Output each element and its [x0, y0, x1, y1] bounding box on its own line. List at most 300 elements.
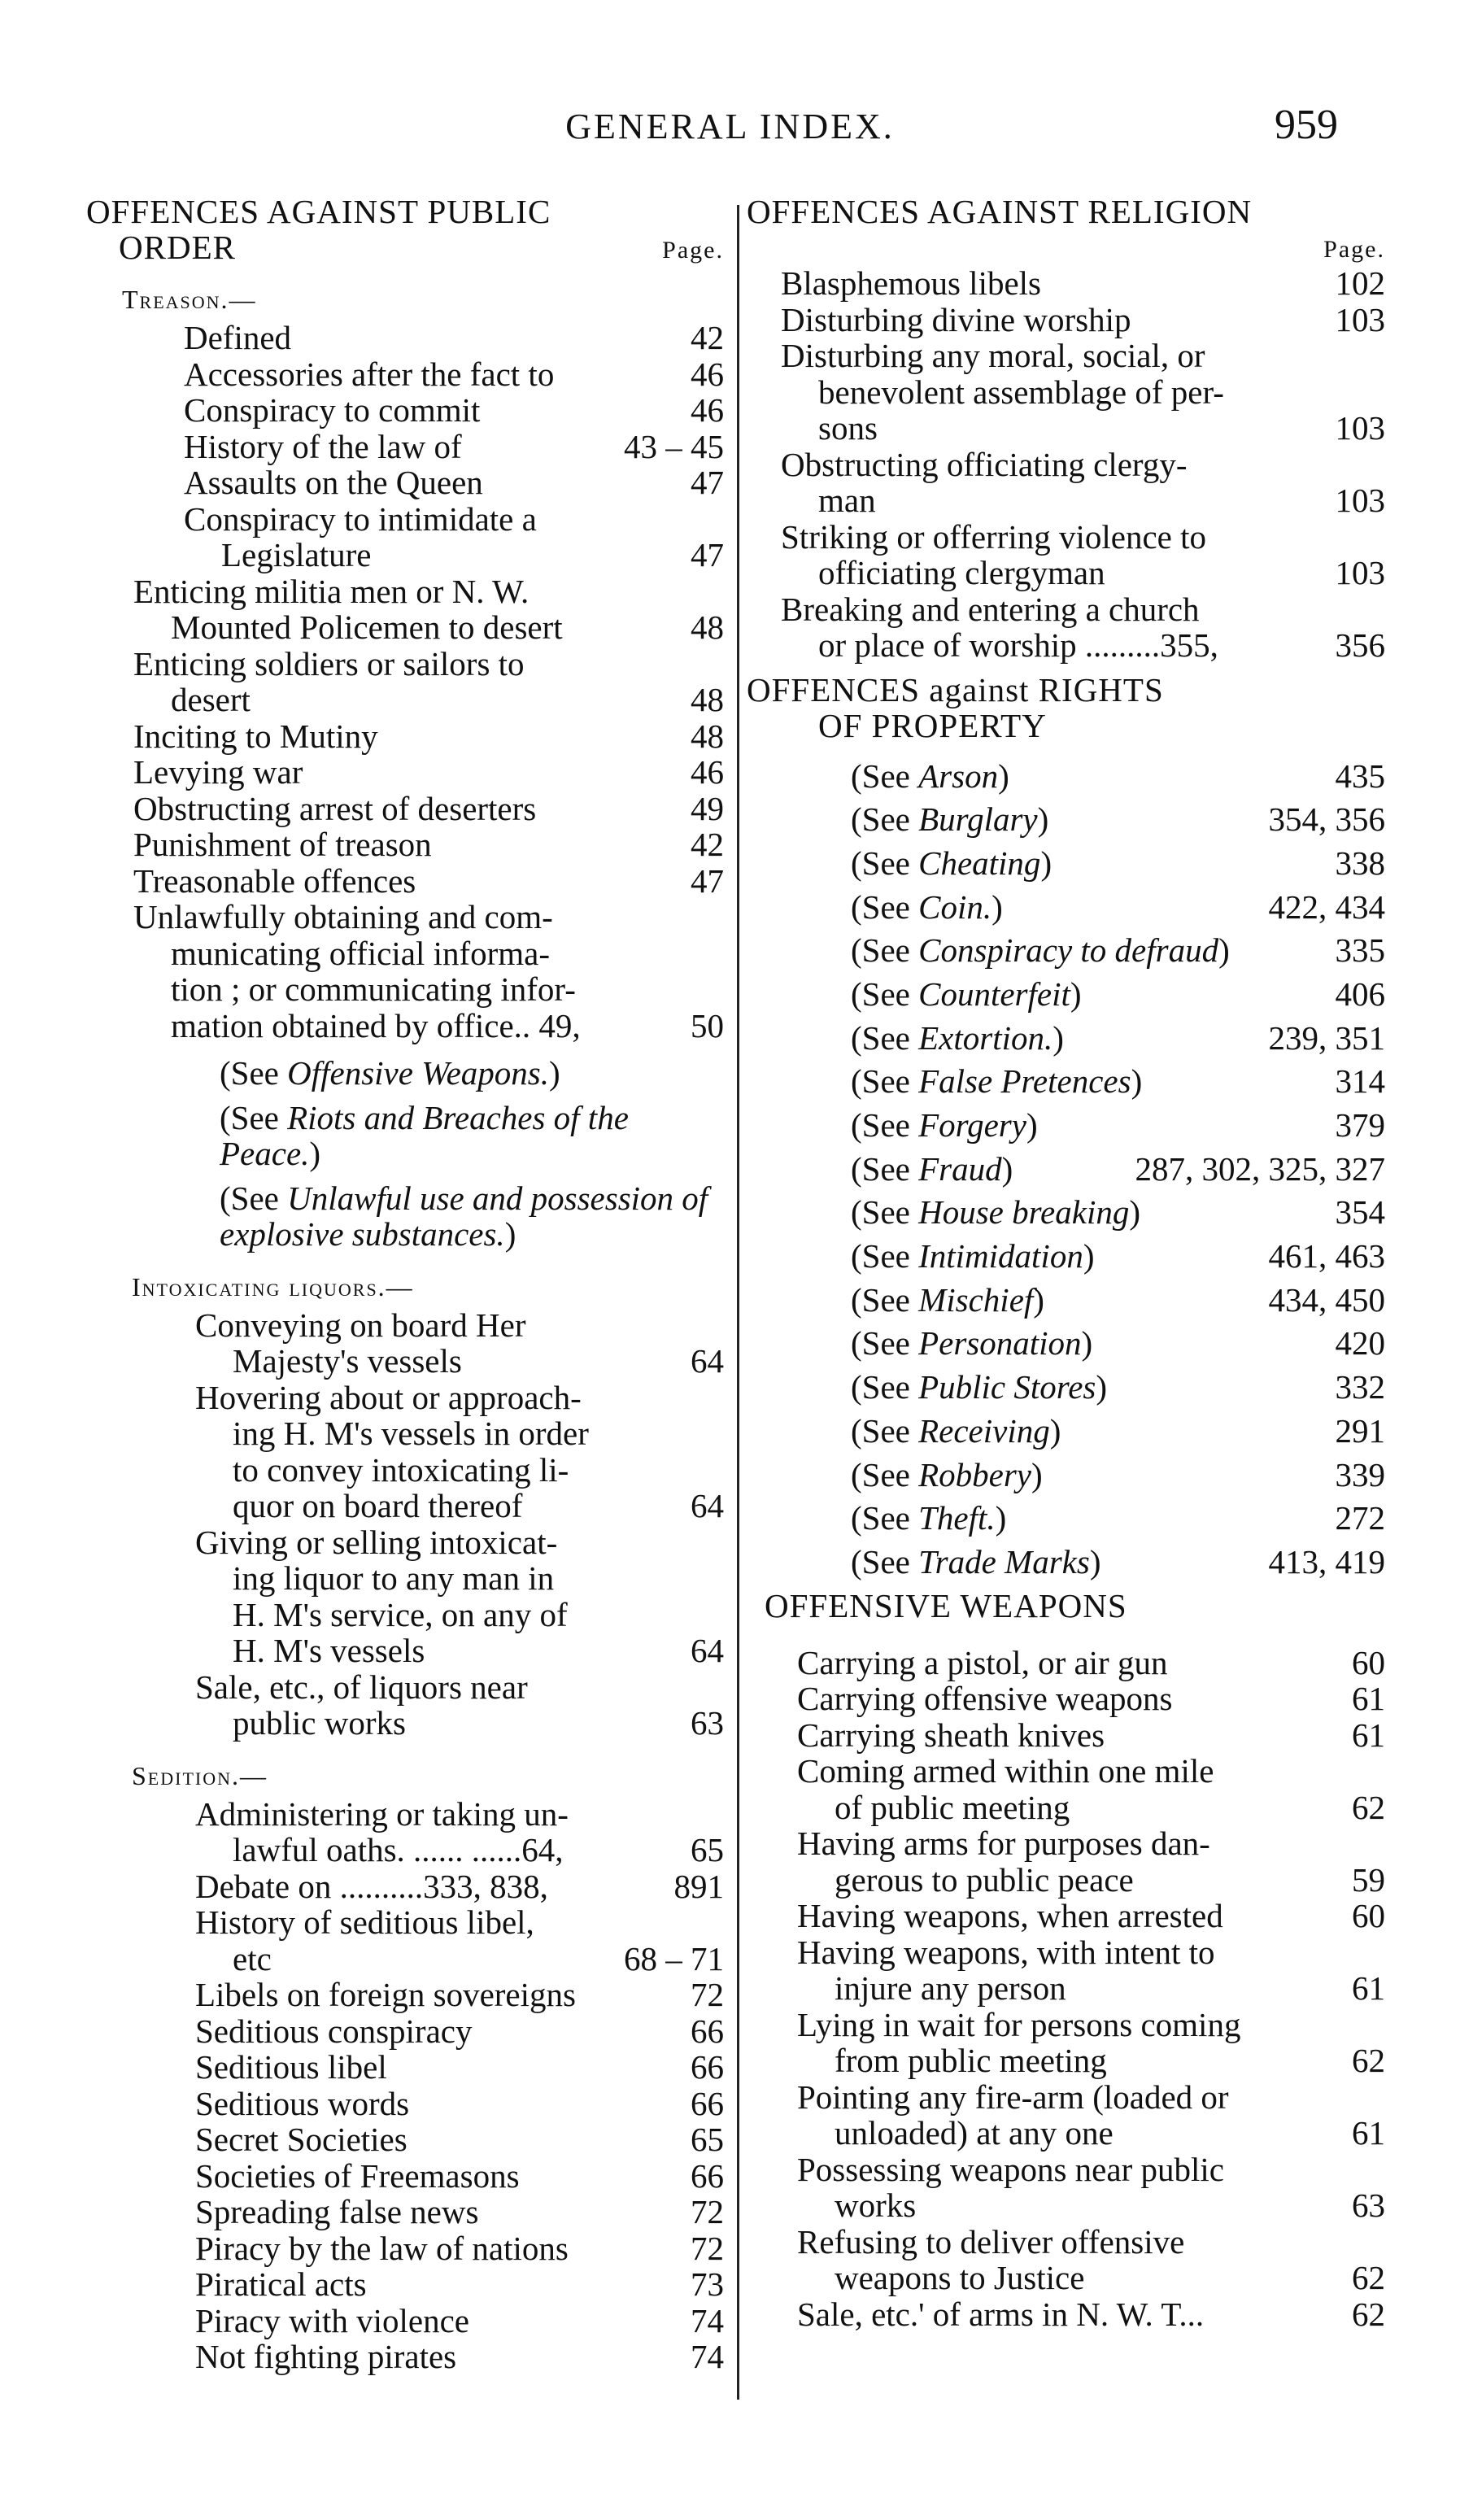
property-see-entry: [851, 1151, 1385, 1188]
see-target: House breaking: [918, 1193, 1130, 1232]
index-entry: [86, 1524, 724, 1669]
entry-page-ref: 42: [686, 320, 724, 356]
entry-page-ref: 66: [686, 2086, 724, 2122]
entry-page-ref: 65: [686, 1832, 724, 1868]
see-prefix: (See: [851, 756, 919, 795]
entry-page-ref: 68 – 71: [619, 1941, 724, 1977]
see-reference: [86, 1100, 724, 1172]
entry-page-ref: 406: [1331, 976, 1386, 1013]
index-entry: [781, 447, 1385, 519]
see-suffix: ): [548, 1054, 560, 1092]
see-prefix: (See: [851, 1149, 919, 1188]
entry-page-ref: 63: [686, 1705, 724, 1742]
index-entry: [86, 1669, 724, 1742]
index-entry: [797, 2224, 1385, 2296]
entry-page-ref: 332: [1331, 1369, 1386, 1406]
see-suffix: ): [1096, 1368, 1108, 1406]
index-entry: [86, 1307, 724, 1380]
entry-page-ref: 287, 302, 325, 327: [1131, 1151, 1386, 1188]
entry-text: Hovering about or approach-: [195, 1378, 582, 1416]
property-see-entry: [851, 1413, 1385, 1450]
property-list: [747, 758, 1385, 1580]
see-prefix: (See: [851, 1106, 919, 1144]
entry-page-ref: 63: [1347, 2187, 1385, 2224]
entry-text: lawful oaths. ...... ......64,: [233, 1831, 564, 1868]
entry-page-ref: 64: [686, 1343, 724, 1380]
entry-page-ref: 61: [1347, 1717, 1385, 1754]
index-entry: [86, 2303, 724, 2339]
entry-page-ref: 61: [1347, 1970, 1385, 2007]
entry-page-ref: 356: [1331, 627, 1386, 664]
entry-text: public works: [233, 1704, 406, 1742]
entry-page-ref: 72: [686, 2194, 724, 2230]
entry-page-ref: 103: [1331, 555, 1386, 591]
property-heading-line2: OF PROPERTY: [818, 706, 1047, 744]
spacer: [86, 1044, 724, 1055]
index-entry: [86, 356, 724, 393]
entry-page-ref: 48: [686, 682, 724, 718]
entry-text: Mounted Policemen to desert: [171, 608, 563, 646]
entry-text: Lying in wait for persons coming: [797, 2005, 1241, 2043]
entry-text: desert: [171, 681, 251, 718]
see-suffix: ): [1033, 1280, 1044, 1319]
entry-page-ref: 47: [686, 464, 724, 501]
entry-text: Levying war: [133, 753, 303, 791]
entry-page-ref: 50: [686, 1008, 724, 1044]
entry-text: Obstructing officiating clergy-: [781, 445, 1188, 483]
property-see-entry: [851, 758, 1385, 795]
see-suffix: ): [1001, 1149, 1013, 1188]
entry-text: Sale, etc.' of arms in N. W. T...: [797, 2295, 1205, 2333]
property-see-entry: [851, 932, 1385, 969]
religion-page-label: Page.: [1323, 236, 1385, 263]
see-suffix: ): [1070, 974, 1082, 1013]
public-order-heading-line1: OFFENCES AGAINST PUBLIC: [86, 193, 551, 230]
public-order-heading: [86, 194, 724, 265]
entry-text: Having weapons, when arrested: [797, 1897, 1223, 1935]
entry-text: Having weapons, with intent to: [797, 1933, 1215, 1971]
entry-text: weapons to Justice: [835, 2259, 1085, 2297]
property-see-text: [851, 1107, 1385, 1144]
see-prefix: (See: [851, 844, 919, 882]
entry-text: Pointing any fire-arm (loaded or: [797, 2077, 1229, 2116]
index-entry: [86, 2086, 724, 2122]
entry-text: unloaded) at any one: [835, 2114, 1114, 2152]
index-entry: [86, 573, 724, 646]
see-prefix: (See: [851, 1411, 919, 1450]
entry-page-ref: 47: [686, 537, 724, 573]
see-target: Receiving: [918, 1411, 1050, 1450]
entry-page-ref: 102: [1331, 265, 1386, 302]
entry-page-ref: 62: [1347, 1790, 1385, 1826]
entry-text: Conspiracy to intimidate a: [184, 499, 537, 538]
entry-page-ref: 272: [1331, 1500, 1386, 1537]
index-entry: [86, 791, 724, 827]
property-heading: [747, 672, 1385, 743]
entry-text: Accessories after the fact to: [184, 355, 555, 393]
index-entry: [86, 464, 724, 501]
entry-text: Enticing soldiers or sailors to: [133, 644, 525, 682]
entry-page-ref: 379: [1331, 1107, 1386, 1144]
index-entry: [86, 2230, 724, 2267]
entry-text: Not fighting pirates: [195, 2338, 457, 2375]
index-entry: [86, 2194, 724, 2230]
entry-text: Administering or taking un-: [195, 1794, 569, 1833]
entry-text: Having arms for purposes dan-: [797, 1825, 1210, 1863]
index-entry: [86, 2266, 724, 2303]
property-see-entry: [851, 845, 1385, 882]
entry-text: tion ; or communicating infor-: [171, 970, 576, 1008]
index-entry: [797, 1681, 1385, 1717]
entry-text: Enticing militia men or N. W.: [133, 572, 530, 610]
entry-page-ref: 314: [1331, 1063, 1386, 1100]
entry-text: Piracy with violence: [195, 2301, 470, 2339]
entry-page-ref: 74: [686, 2303, 724, 2339]
religion-page-label-row: [747, 229, 1385, 265]
entry-page-ref: 59: [1347, 1862, 1385, 1899]
see-suffix: ): [998, 756, 1009, 795]
see-reference: [86, 1055, 724, 1092]
index-entry: [86, 899, 724, 1044]
property-see-text: [851, 758, 1385, 795]
see-target: Coin.: [918, 887, 992, 926]
see-target: Intimidation: [918, 1237, 1083, 1275]
see-suffix: ): [309, 1135, 321, 1172]
property-see-entry: [851, 976, 1385, 1013]
index-entry: [86, 2049, 724, 2086]
see-target: False Pretences: [918, 1062, 1131, 1101]
index-entry: [797, 1898, 1385, 1934]
entry-page-ref: 422, 434: [1264, 889, 1386, 926]
see-suffix: ): [1037, 800, 1049, 839]
property-heading-line1: OFFENCES against RIGHTS: [747, 670, 1164, 708]
entry-page-ref: 413, 419: [1264, 1544, 1386, 1580]
property-see-entry: [851, 1063, 1385, 1100]
entry-page-ref: 46: [686, 754, 724, 791]
index-entry: [86, 2339, 724, 2375]
see-target: Trade Marks: [918, 1542, 1090, 1580]
entry-page-ref: 434, 450: [1264, 1282, 1386, 1319]
entry-page-ref: 291: [1331, 1413, 1386, 1450]
see-target: Conspiracy to defraud: [918, 931, 1219, 970]
see-target: Extortion.: [918, 1018, 1053, 1057]
entry-page-ref: 72: [686, 2230, 724, 2267]
entry-page-ref: 64: [686, 1633, 724, 1669]
entry-text: Possessing weapons near public: [797, 2150, 1224, 2188]
property-see-entry: [851, 1238, 1385, 1275]
page-column-label: Page.: [662, 237, 724, 264]
entry-page-ref: 62: [1347, 2043, 1385, 2079]
index-entry: [86, 429, 724, 465]
entry-text: Seditious libel: [195, 2048, 387, 2086]
entry-text: etc: [233, 1939, 272, 1977]
property-see-text: [851, 1194, 1385, 1231]
see-prefix: (See: [851, 1018, 919, 1057]
entry-page-ref: 73: [686, 2266, 724, 2303]
entry-text: Conveying on board Her: [195, 1306, 526, 1344]
property-see-entry: [851, 1282, 1385, 1319]
religion-heading: OFFENCES AGAINST RELIGION: [747, 193, 1253, 230]
see-prefix: (See: [851, 974, 919, 1013]
entry-page-ref: 354: [1331, 1194, 1386, 1231]
see-suffix: ): [1129, 1193, 1140, 1232]
entry-text: Obstructing arrest of deserters: [133, 789, 537, 827]
property-see-entry: [851, 1544, 1385, 1580]
see-prefix: (See: [851, 1237, 919, 1275]
index-entry: [797, 1753, 1385, 1825]
index-entry: [797, 2152, 1385, 2224]
entry-page-ref: 60: [1347, 1645, 1385, 1681]
entry-text: H. M's vessels: [233, 1632, 425, 1669]
see-suffix: ): [1049, 1411, 1061, 1450]
see-suffix: ): [1040, 844, 1053, 882]
entry-page-ref: 420: [1331, 1325, 1386, 1362]
entry-text: or place of worship .........355,: [818, 626, 1218, 664]
index-entry: [797, 2296, 1385, 2333]
entry-text: officiating clergyman: [818, 554, 1105, 591]
entry-page-ref: 46: [686, 392, 724, 429]
section-subheading: Sedition.—: [132, 1760, 268, 1790]
property-see-entry: [851, 1369, 1385, 1406]
see-suffix: ): [1031, 1455, 1043, 1493]
see-suffix: ): [995, 1499, 1007, 1537]
entry-text: Libels on foreign sovereigns: [195, 1976, 576, 2013]
entry-page-ref: 103: [1331, 410, 1386, 447]
entry-text: ing liquor to any man in: [233, 1559, 555, 1597]
entry-page-ref: 49: [686, 791, 724, 827]
see-suffix: ): [1081, 1324, 1093, 1362]
see-target: Forgery: [918, 1106, 1026, 1144]
index-entry: [781, 591, 1385, 664]
column-divider: [737, 205, 739, 2400]
entry-page-ref: 60: [1347, 1898, 1385, 1934]
left-column: [86, 194, 724, 2375]
entry-page-ref: 74: [686, 2339, 724, 2375]
index-entry: [86, 2158, 724, 2195]
entry-text: Refusing to deliver offensive: [797, 2222, 1185, 2261]
entry-page-ref: 61: [1347, 1681, 1385, 1717]
see-suffix: ): [504, 1215, 516, 1253]
entry-page-ref: 103: [1331, 482, 1386, 519]
entry-page-ref: 339: [1331, 1457, 1386, 1493]
see-prefix: (See: [220, 1054, 288, 1092]
property-see-entry: [851, 801, 1385, 838]
entry-text: Legislature: [221, 536, 372, 573]
entry-page-ref: 103: [1331, 302, 1386, 338]
see-reference: [86, 1180, 724, 1253]
entry-text: Carrying a pistol, or air gun: [797, 1643, 1168, 1681]
property-see-entry: [851, 1457, 1385, 1493]
entry-page-ref: 338: [1331, 845, 1386, 882]
index-entry: [86, 501, 724, 573]
see-prefix: (See: [851, 931, 919, 970]
entry-text: to convey intoxicating li-: [233, 1450, 569, 1489]
section-subheading: Intoxicating liquors.—: [132, 1271, 414, 1301]
property-see-entry: [851, 1194, 1385, 1231]
entry-text: Majesty's vessels: [233, 1342, 462, 1380]
see-target: Fraud: [918, 1149, 1002, 1188]
see-prefix: (See: [851, 800, 919, 839]
entry-text: Debate on ..........333, 838,: [195, 1867, 548, 1905]
see-prefix: (See: [851, 1324, 919, 1362]
entry-text: Coming armed within one mile: [797, 1752, 1214, 1790]
entry-page-ref: 48: [686, 718, 724, 755]
entry-text: mation obtained by office.. 49,: [171, 1006, 581, 1044]
entry-text: benevolent assemblage of per-: [818, 373, 1224, 411]
entry-page-ref: 42: [686, 826, 724, 863]
see-target: Arson: [918, 756, 999, 795]
property-see-text: [851, 845, 1385, 882]
see-prefix: (See: [851, 1280, 919, 1319]
see-prefix: (See: [851, 1193, 919, 1232]
public-order-heading-line2: ORDER: [119, 229, 236, 266]
entry-text: Piratical acts: [195, 2265, 367, 2303]
entry-text: Societies of Freemasons: [195, 2156, 520, 2195]
see-prefix: (See: [851, 1499, 919, 1537]
entry-page-ref: 335: [1331, 932, 1386, 969]
property-see-text: [851, 976, 1385, 1013]
see-target: Riots and Breaches of the Peace.: [220, 1098, 629, 1172]
index-entry: [797, 1717, 1385, 1754]
entry-text: Seditious conspiracy: [195, 2012, 473, 2050]
running-title: GENERAL INDEX.: [565, 107, 895, 146]
page-header: [0, 98, 1460, 155]
property-see-entry: [851, 1500, 1385, 1537]
see-target: Public Stores: [918, 1368, 1096, 1406]
index-entry: [86, 2013, 724, 2050]
property-see-text: [851, 1413, 1385, 1450]
entry-text: Piracy by the law of nations: [195, 2229, 569, 2267]
weapons-list: [747, 1645, 1385, 2333]
entry-text: Breaking and entering a church: [781, 590, 1200, 628]
entry-page-ref: 891: [669, 1868, 725, 1905]
weapons-heading: OFFENSIVE WEAPONS: [765, 1586, 1127, 1624]
entry-page-ref: 62: [1347, 2296, 1385, 2333]
entry-text: History of seditious libel,: [195, 1903, 534, 1941]
see-target: Robbery: [918, 1455, 1032, 1493]
index-entry: [86, 646, 724, 718]
entry-text: Carrying sheath knives: [797, 1716, 1105, 1754]
index-entry: [797, 1934, 1385, 2007]
index-entry: [781, 338, 1385, 447]
entry-page-ref: 47: [686, 863, 724, 900]
property-see-entry: [851, 1325, 1385, 1362]
see-target: Theft.: [918, 1499, 996, 1537]
see-target: Personation: [918, 1324, 1082, 1362]
entry-page-ref: 43 – 45: [619, 429, 724, 465]
entry-page-ref: 64: [686, 1488, 724, 1524]
index-entry: [797, 2079, 1385, 2152]
entry-text: Punishment of treason: [133, 826, 432, 863]
right-column: [747, 194, 1385, 2332]
index-entry: [86, 1904, 724, 1977]
entry-page-ref: 239, 351: [1264, 1020, 1386, 1057]
entry-text: Secret Societies: [195, 2121, 407, 2158]
entry-page-ref: 72: [686, 1977, 724, 2013]
entry-page-ref: 66: [686, 2013, 724, 2050]
entry-page-ref: 354, 356: [1264, 801, 1386, 838]
entry-text: Striking or offerring violence to: [781, 517, 1207, 556]
entry-page-ref: 62: [1347, 2260, 1385, 2296]
entry-page-ref: 48: [686, 609, 724, 646]
entry-text: ing H. M's vessels in order: [233, 1415, 589, 1452]
entry-text: injure any person: [835, 1969, 1066, 2008]
entry-text: Defined: [184, 319, 292, 356]
entry-text: Sale, etc., of liquors near: [195, 1668, 528, 1706]
see-target: Cheating: [918, 844, 1041, 882]
see-suffix: ): [1089, 1542, 1101, 1580]
see-suffix: ): [991, 887, 1003, 926]
index-entry: [797, 1825, 1385, 1898]
see-suffix: ): [1131, 1062, 1143, 1101]
index-entry: [86, 1380, 724, 1524]
index-entry: [86, 754, 724, 791]
entry-text: Conspiracy to commit: [184, 391, 481, 429]
entry-page-ref: 46: [686, 356, 724, 393]
entry-page-ref: 435: [1331, 758, 1386, 795]
index-entry: [781, 265, 1385, 302]
index-entry: [86, 1977, 724, 2013]
entry-page-ref: 461, 463: [1264, 1238, 1386, 1275]
see-target: Unlawful use and possession of explosive substances.: [220, 1179, 708, 1253]
see-prefix: (See: [851, 1062, 919, 1101]
entry-text: from public meeting: [835, 2042, 1107, 2080]
entry-page-ref: 61: [1347, 2115, 1385, 2152]
property-see-entry: [851, 1107, 1385, 1144]
see-target: Burglary: [918, 800, 1038, 839]
entry-text: H. M's service, on any of: [233, 1595, 568, 1633]
entry-text: Spreading false news: [195, 2193, 479, 2230]
index-entry: [781, 302, 1385, 338]
property-see-text: [851, 1369, 1385, 1406]
page-number: 959: [1275, 102, 1338, 148]
entry-text: of public meeting: [835, 1788, 1070, 1826]
see-prefix: (See: [220, 1098, 288, 1136]
entry-text: Treasonable offences: [133, 861, 416, 900]
see-suffix: ): [1218, 931, 1230, 970]
public-order-sections: [86, 285, 724, 2375]
see-prefix: (See: [851, 1455, 919, 1493]
entry-page-ref: 66: [686, 2049, 724, 2086]
entry-text: Disturbing divine worship: [781, 300, 1131, 338]
entry-text: quor on board thereof: [233, 1487, 523, 1524]
index-entry: [86, 2121, 724, 2158]
see-prefix: (See: [851, 887, 919, 926]
index-entry: [781, 519, 1385, 591]
entry-text: sons: [818, 409, 878, 447]
property-see-entry: [851, 1020, 1385, 1057]
see-suffix: ): [1053, 1018, 1064, 1057]
entry-text: Giving or selling intoxicat-: [195, 1523, 558, 1561]
see-suffix: ): [1083, 1237, 1095, 1275]
index-entry: [86, 863, 724, 900]
property-see-text: [851, 932, 1385, 969]
entry-text: Blasphemous libels: [781, 264, 1042, 302]
see-target: Mischief: [918, 1280, 1034, 1319]
see-target: Offensive Weapons.: [287, 1054, 549, 1092]
entry-text: gerous to public peace: [835, 1860, 1134, 1899]
see-suffix: ): [1026, 1106, 1038, 1144]
religion-list: [747, 265, 1385, 664]
index-entry: [86, 718, 724, 755]
entry-text: municating official informa-: [171, 934, 551, 972]
index-entry: [797, 1645, 1385, 1681]
entry-text: man: [818, 482, 876, 519]
index-entry: [797, 2007, 1385, 2079]
property-see-entry: [851, 889, 1385, 926]
entry-text: Carrying offensive weapons: [797, 1680, 1173, 1718]
entry-page-ref: 65: [686, 2121, 724, 2158]
